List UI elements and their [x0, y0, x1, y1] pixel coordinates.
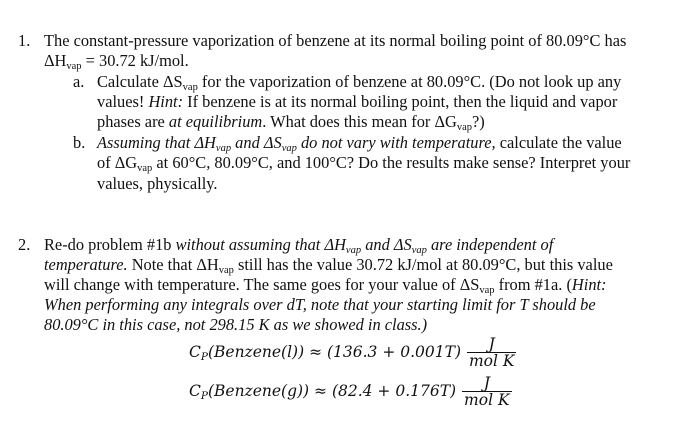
problem-2-number: 2.: [18, 235, 31, 254]
cp-liquid-formula: $C_P(Benzene(l)) \approx (136.3 + 0.001T)$ $\frac{J}{\text{mol K}}$: [189, 335, 515, 370]
problem-2-line-2: temperature. Note that $\Delta H_{vap}$ still has the value 30.72 kJ/mol at 80.09°C, but this value: [44, 255, 613, 276]
cp-gas-formula: $C_P(Benzene(g)) \approx (82.4 + 0.176T)$ $\frac{J}{\text{mol K}}$: [189, 374, 510, 409]
problem-1-text-line-2: $\Delta H_{vap} = 30.72$ kJ/mol.: [44, 51, 189, 72]
unit-fraction-gas: $\frac{J}{\text{mol K}}$: [464, 374, 510, 409]
problem-2-line-4: When performing any integrals over dT, note that your starting limit for T should be: [44, 295, 596, 314]
part-a-line-2: values! Hint: If benzene is at its normal boiling point, then the liquid and vapor: [97, 92, 618, 111]
problem-2-line-5: 80.09°C in this case, not 298.15 K as we showed in class.): [44, 315, 428, 334]
part-b-line-3: values, physically.: [97, 174, 218, 193]
part-b-letter: b.: [73, 133, 86, 152]
problem-2-line-3: will change with temperature. The same goes for your value of $\Delta S_{vap}$ from #1a. (Hint:: [44, 275, 607, 296]
problem-1-number: 1.: [18, 31, 31, 50]
part-b-line-1: Assuming that $\Delta H_{vap}$ and $\Delta S_{vap}$ do not vary with temperature, calculate the value: [97, 133, 622, 154]
part-b-line-2: of $\Delta G_{vap}$ at 60°C, 80.09°C, and 100°C? Do the results make sense? Interpret your: [97, 153, 631, 174]
unit-fraction-liquid: $\frac{J}{\text{mol K}}$: [468, 335, 515, 370]
part-a-line-3: phases are at equilibrium. What does this mean for $\Delta G_{vap}$?): [97, 112, 485, 133]
part-a-line-1: Calculate $\Delta S_{vap}$ for the vaporization of benzene at 80.09°C. (Do not look up any: [97, 72, 622, 93]
problem-2-line-1: Re-do problem #1b without assuming that $\Delta H_{vap}$ and $\Delta S_{vap}$ are independent of: [44, 235, 554, 256]
problem-1-text-line-1: The constant-pressure vaporization of benzene at its normal boiling point of 80.09°C has: [44, 31, 627, 50]
part-a-letter: a.: [73, 72, 85, 91]
